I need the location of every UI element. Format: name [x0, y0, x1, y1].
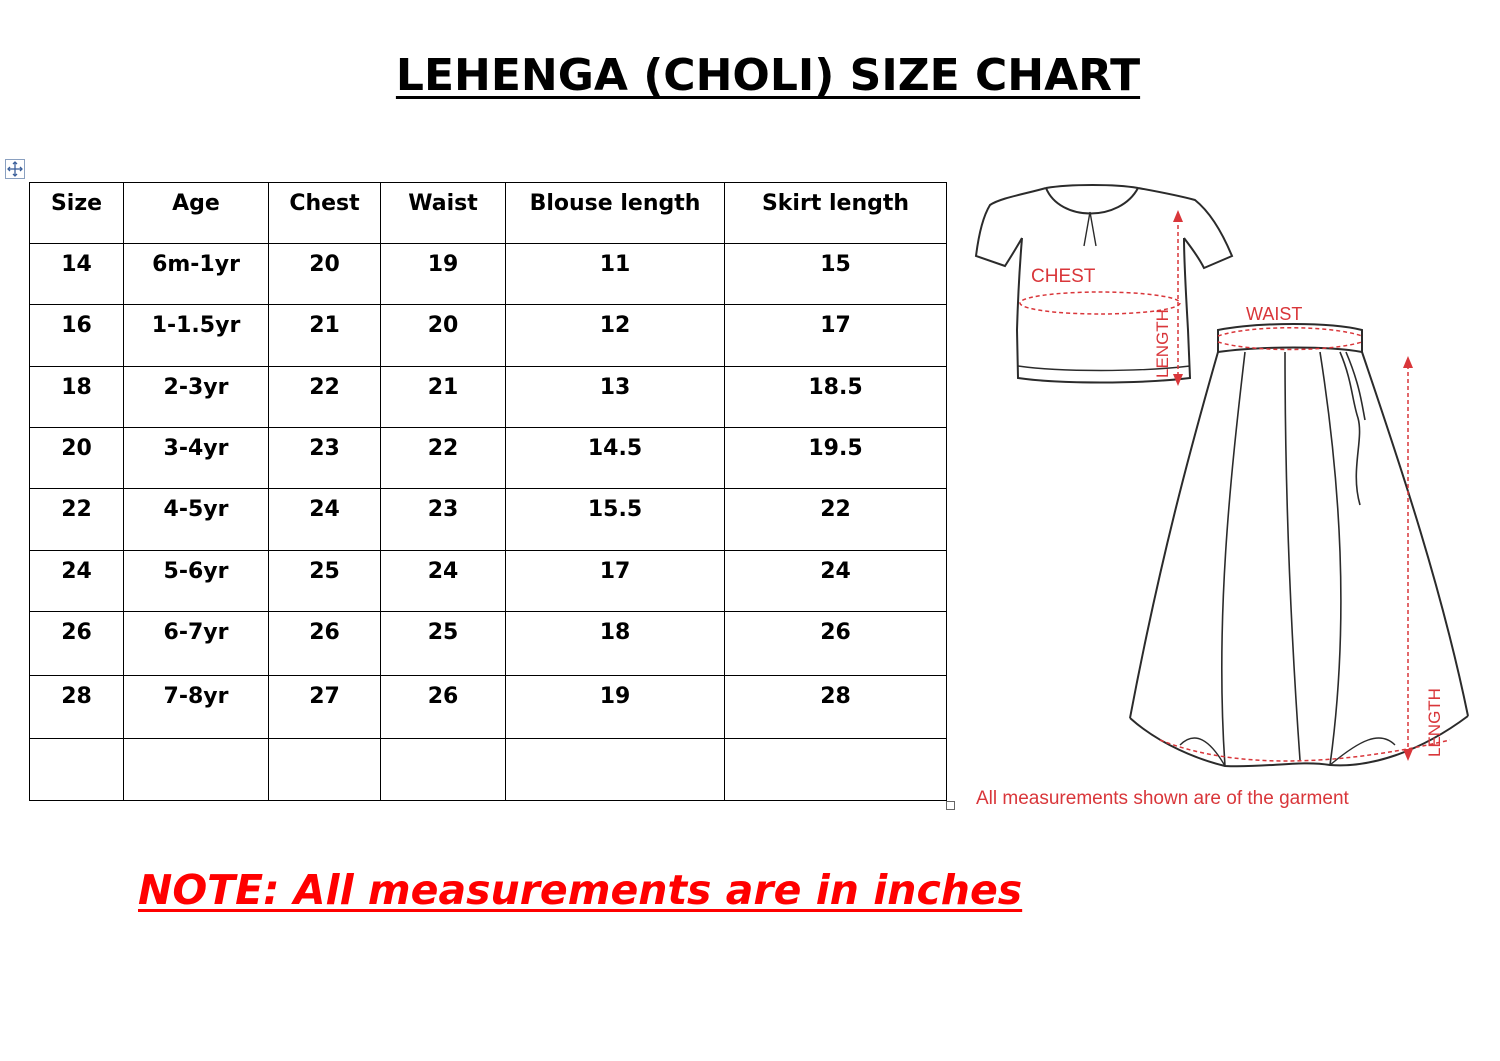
resize-handle-icon[interactable]	[946, 801, 955, 810]
cell-waist: 23	[381, 489, 506, 551]
cell-chest: 26	[269, 612, 381, 676]
cell-skirt-length: 24	[725, 551, 947, 612]
garment-illustration	[960, 178, 1490, 818]
cell-age: 6m-1yr	[124, 244, 269, 305]
table-row-empty	[30, 739, 947, 801]
cell-chest: 20	[269, 244, 381, 305]
figure-caption: All measurements shown are of the garment	[976, 788, 1349, 809]
note-text: NOTE: All measurements are in inches	[138, 866, 1023, 914]
cell-age: 5-6yr	[124, 551, 269, 612]
arrow-up-icon	[1173, 210, 1183, 222]
table-row	[30, 489, 947, 551]
cell-skirt-length: 17	[725, 305, 947, 367]
table-row	[30, 244, 947, 305]
cell-skirt-length	[725, 739, 947, 801]
page-title	[0, 50, 1500, 101]
cell-waist	[381, 739, 506, 801]
waist-label: WAIST	[1246, 304, 1303, 324]
cell-skirt-length: 22	[725, 489, 947, 551]
table-row	[30, 612, 947, 676]
header-waist: Waist	[381, 183, 506, 244]
arrow-down-icon	[1403, 749, 1413, 761]
cell-chest: 21	[269, 305, 381, 367]
cell-age: 4-5yr	[124, 489, 269, 551]
skirt-measurements	[1160, 328, 1450, 761]
choli-drawing	[976, 185, 1232, 383]
table-row	[30, 551, 947, 612]
table-header-row	[30, 183, 947, 244]
cell-age: 1-1.5yr	[124, 305, 269, 367]
cell-age: 3-4yr	[124, 428, 269, 489]
cell-skirt-length: 15	[725, 244, 947, 305]
arrow-up-icon	[1403, 356, 1413, 368]
size-table	[29, 182, 947, 801]
cell-skirt-length: 26	[725, 612, 947, 676]
cell-size: 26	[30, 612, 124, 676]
move-handle-icon[interactable]	[5, 159, 25, 179]
header-age: Age	[124, 183, 269, 244]
cell-waist: 22	[381, 428, 506, 489]
cell-chest	[269, 739, 381, 801]
cell-blouse-length: 11	[506, 244, 725, 305]
cell-chest: 23	[269, 428, 381, 489]
cell-waist: 20	[381, 305, 506, 367]
chest-label: CHEST	[1031, 266, 1096, 287]
cell-waist: 19	[381, 244, 506, 305]
cell-blouse-length: 12	[506, 305, 725, 367]
table-row	[30, 428, 947, 489]
page-title-text: LEHENGA (CHOLI) SIZE CHART	[395, 50, 1141, 101]
cell-blouse-length	[506, 739, 725, 801]
cell-skirt-length: 19.5	[725, 428, 947, 489]
cell-size: 24	[30, 551, 124, 612]
cell-size	[30, 739, 124, 801]
header-chest: Chest	[269, 183, 381, 244]
cell-age: 2-3yr	[124, 367, 269, 428]
cell-chest: 27	[269, 676, 381, 739]
table-row	[30, 367, 947, 428]
cell-waist: 24	[381, 551, 506, 612]
cell-skirt-length: 18.5	[725, 367, 947, 428]
cell-size: 22	[30, 489, 124, 551]
cell-size: 14	[30, 244, 124, 305]
table-row	[30, 305, 947, 367]
cell-size: 16	[30, 305, 124, 367]
cell-age: 6-7yr	[124, 612, 269, 676]
cell-blouse-length: 15.5	[506, 489, 725, 551]
skirt-length-label: LENGTH	[1425, 688, 1444, 757]
header-size: Size	[30, 183, 124, 244]
cell-waist: 21	[381, 367, 506, 428]
cell-size: 20	[30, 428, 124, 489]
cell-age: 7-8yr	[124, 676, 269, 739]
cell-blouse-length: 13	[506, 367, 725, 428]
cell-chest: 25	[269, 551, 381, 612]
cell-blouse-length: 18	[506, 612, 725, 676]
cell-size: 18	[30, 367, 124, 428]
top-length-label: LENGTH	[1153, 309, 1172, 378]
table-row	[30, 676, 947, 739]
cell-age	[124, 739, 269, 801]
cell-chest: 24	[269, 489, 381, 551]
cell-waist: 25	[381, 612, 506, 676]
header-blouse-length: Blouse length	[506, 183, 725, 244]
cell-blouse-length: 19	[506, 676, 725, 739]
move-arrows-icon	[6, 160, 24, 178]
cell-blouse-length: 14.5	[506, 428, 725, 489]
cell-blouse-length: 17	[506, 551, 725, 612]
cell-skirt-length: 28	[725, 676, 947, 739]
cell-waist: 26	[381, 676, 506, 739]
cell-chest: 22	[269, 367, 381, 428]
cell-size: 28	[30, 676, 124, 739]
skirt-drawing	[1130, 324, 1468, 766]
header-skirt-length: Skirt length	[725, 183, 947, 244]
